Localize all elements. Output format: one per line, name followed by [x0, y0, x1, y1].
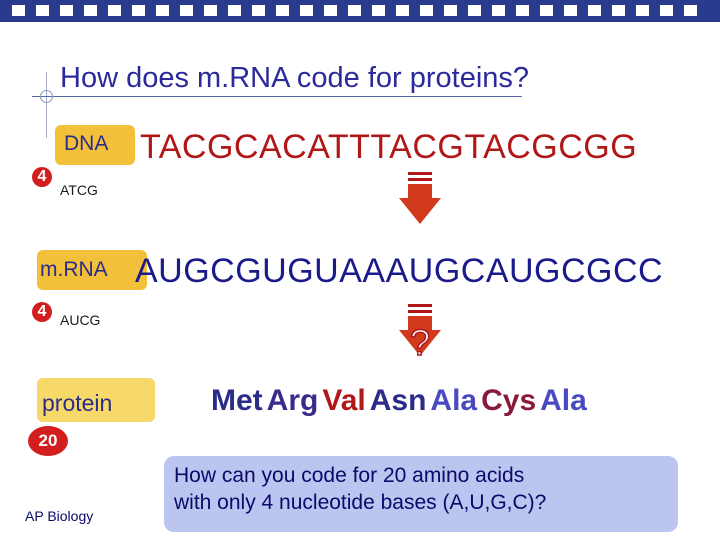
bar-square: [60, 5, 73, 16]
callout-line: with only 4 nucleotide bases (A,U,G,C)?: [174, 491, 547, 515]
bar-square: [492, 5, 505, 16]
bar-square: [660, 5, 673, 16]
bar-square: [564, 5, 577, 16]
bar-square: [156, 5, 169, 16]
amino-acid: Ala: [430, 384, 478, 417]
mrna-bases: AUCG: [60, 312, 101, 328]
bar-square: [300, 5, 313, 16]
bar-square: [84, 5, 97, 16]
bar-square: [636, 5, 649, 16]
bar-square: [540, 5, 553, 16]
amino-acid: Val: [322, 384, 366, 417]
mrna-sequence: AUGCGUGUAAAUGCAUGCGCC: [135, 252, 664, 290]
protein-label: protein: [42, 390, 113, 416]
amino-acid: Arg: [266, 384, 319, 417]
bar-square: [420, 5, 433, 16]
amino-acid: Asn: [369, 384, 427, 417]
bar-square: [108, 5, 121, 16]
mrna-badge: 4: [32, 302, 52, 322]
question-mark: ?: [410, 322, 431, 363]
bar-square: [324, 5, 337, 16]
protein-badge: 20: [28, 426, 68, 456]
bar-square: [204, 5, 217, 16]
bar-square: [372, 5, 385, 16]
dna-sequence: TACGCACATTTACGTACGCGG: [140, 128, 638, 166]
bar-square: [468, 5, 481, 16]
bar-square: [444, 5, 457, 16]
bar-square: [132, 5, 145, 16]
top-bar: [0, 0, 720, 22]
bar-square: [228, 5, 241, 16]
question-callout: [164, 456, 678, 532]
amino-acid: Met: [211, 384, 263, 417]
bar-square: [396, 5, 409, 16]
amino-acid-sequence: [211, 384, 591, 418]
dna-label: DNA: [64, 132, 109, 155]
bar-square: [516, 5, 529, 16]
bar-square: [36, 5, 49, 16]
down-arrow-icon: [396, 172, 456, 232]
dna-bases: ATCG: [60, 182, 98, 198]
bar-square: [276, 5, 289, 16]
bar-square: [252, 5, 265, 16]
footer-label: AP Biology: [25, 508, 94, 524]
bar-square: [348, 5, 361, 16]
bar-square: [684, 5, 697, 16]
callout-line: How can you code for 20 amino acids: [174, 464, 525, 487]
amino-acid: Cys: [481, 384, 537, 417]
decor-vertical-line: [46, 72, 47, 138]
slide-title: How does m.RNA code for proteins?: [60, 62, 530, 94]
dna-badge: 4: [32, 167, 52, 187]
crosshair-ring-icon: [40, 90, 53, 103]
amino-acid: Ala: [540, 384, 587, 417]
bar-square: [588, 5, 601, 16]
title-underline: [32, 96, 522, 97]
mrna-label: m.RNA: [40, 258, 108, 281]
bar-square: [612, 5, 625, 16]
bar-square: [180, 5, 193, 16]
bar-square: [12, 5, 25, 16]
